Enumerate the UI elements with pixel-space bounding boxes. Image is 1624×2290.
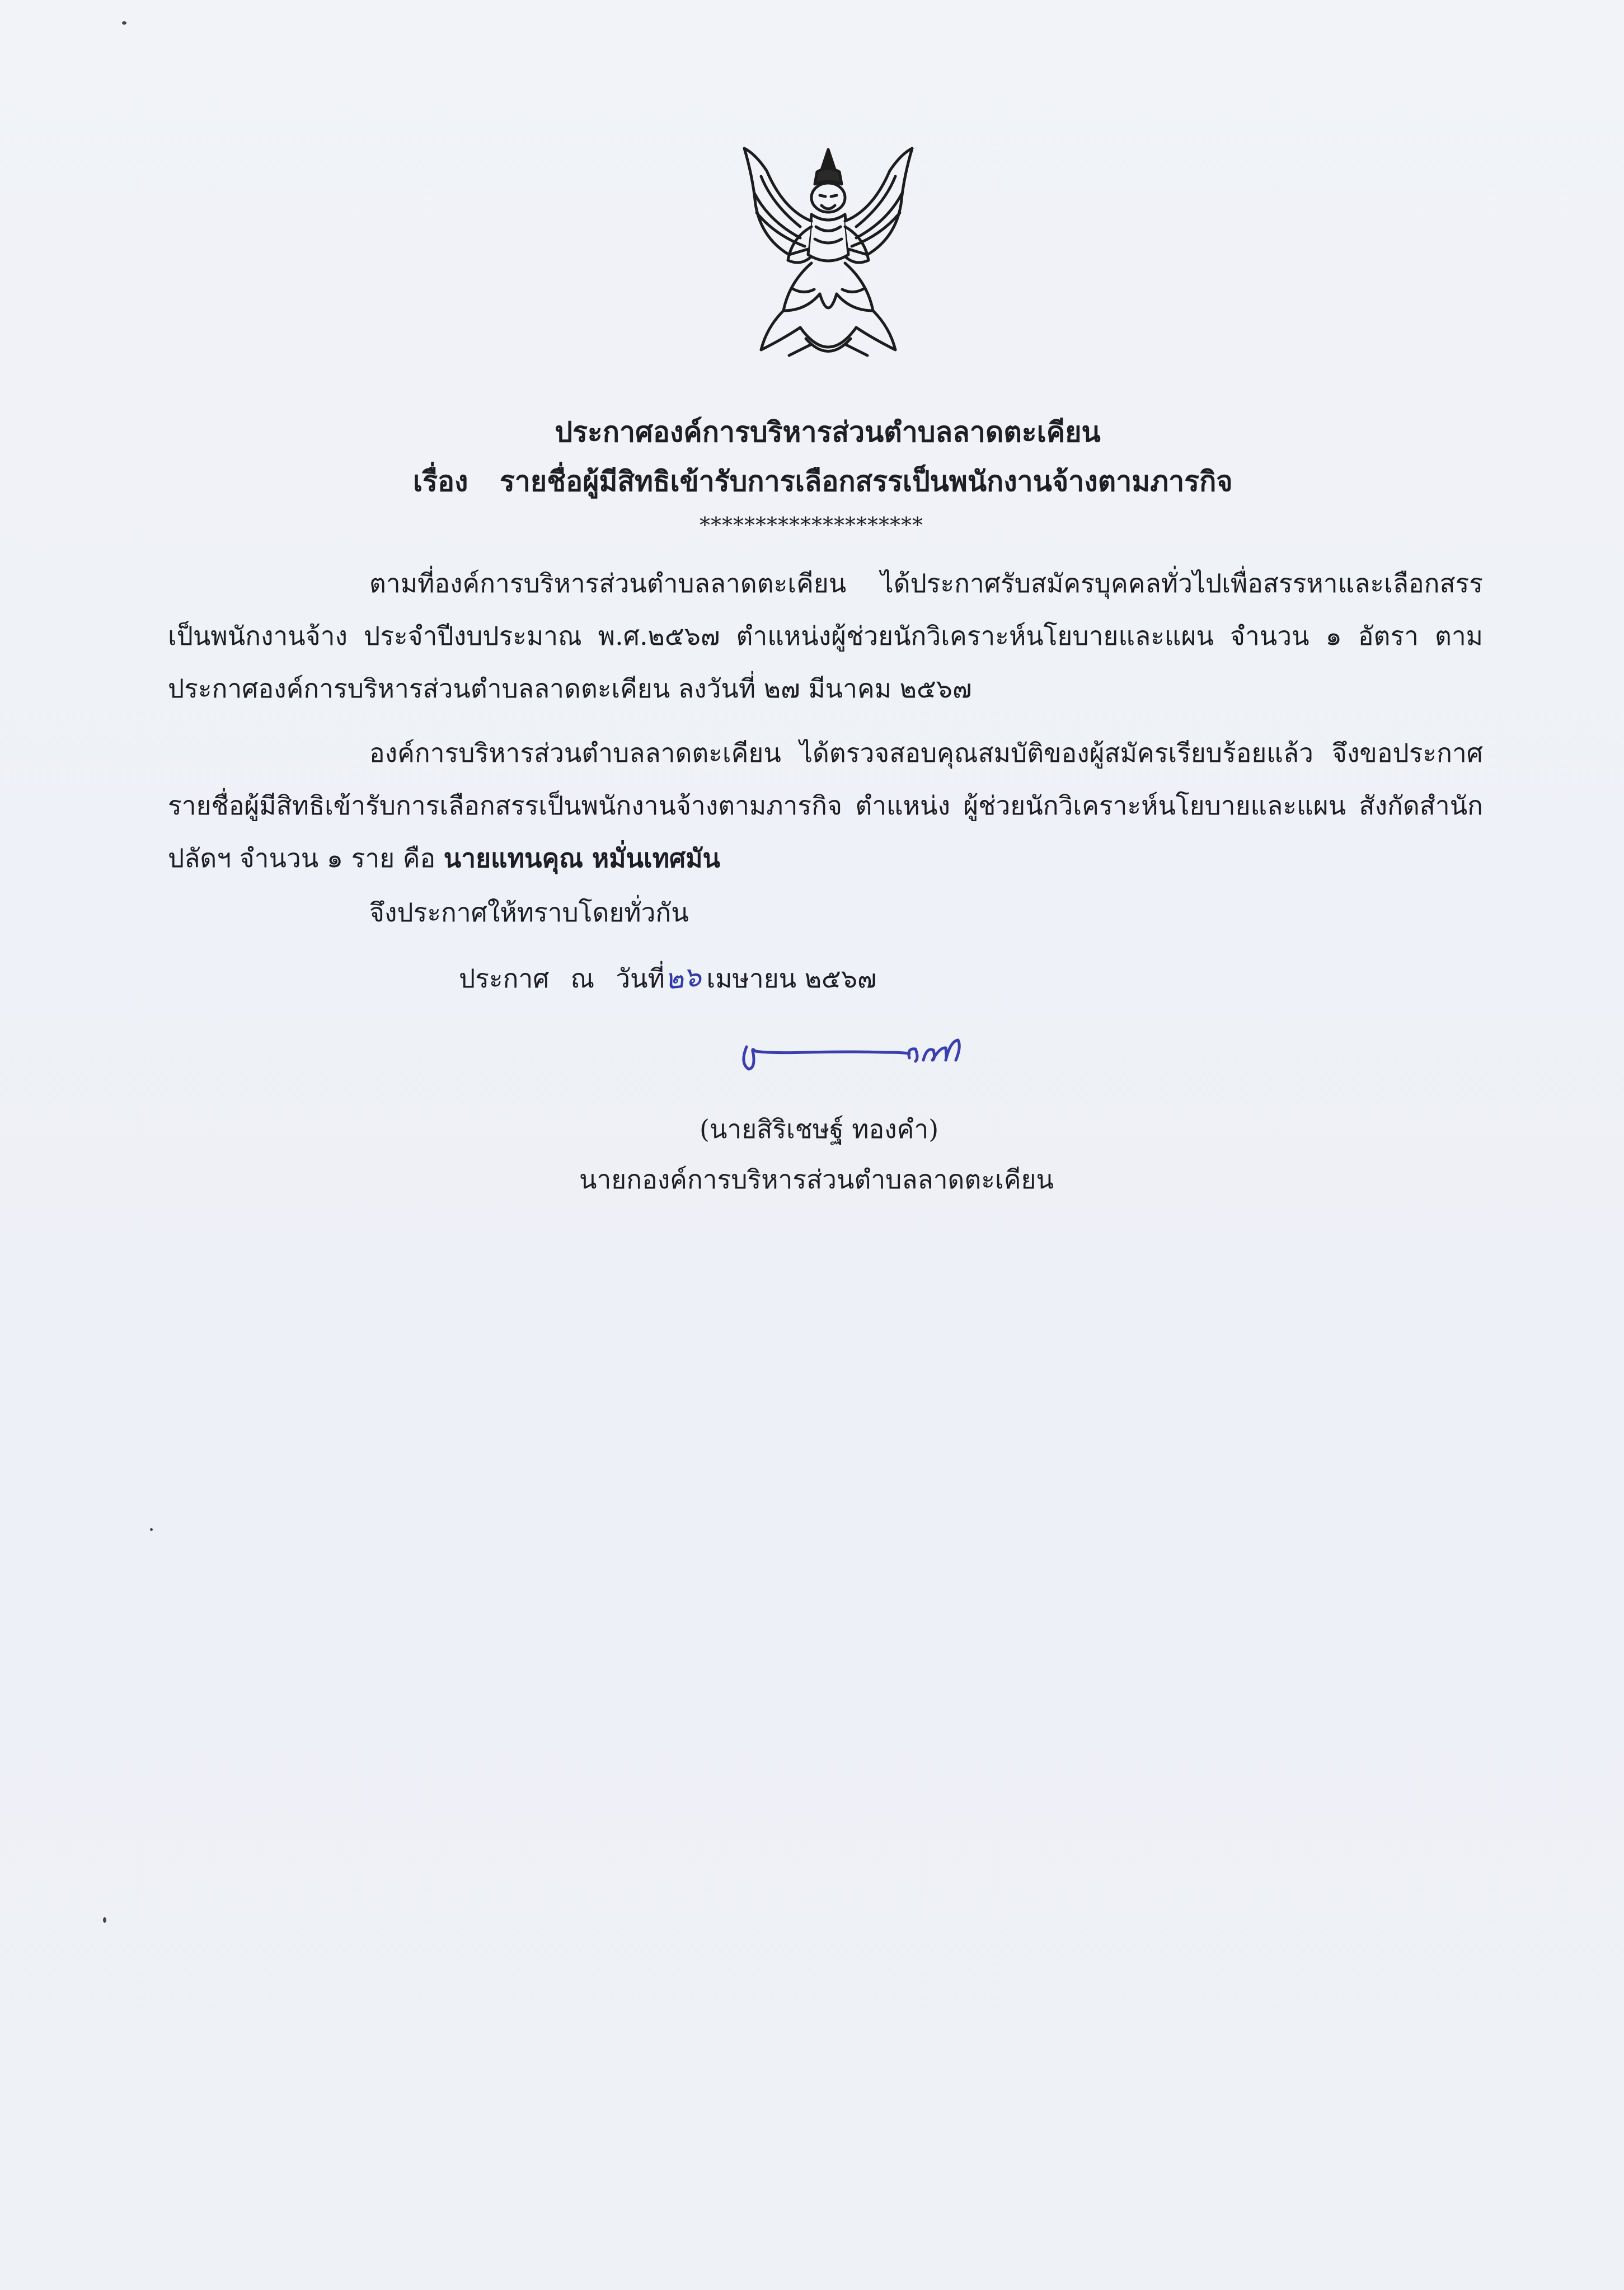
paragraph-2-text: องค์การบริหารส่วนตำบลลาดตะเคียน ได้ตรวจสอบคุณสมบัติของผู้สมัครเรียบร้อยแล้ว จึงขอประกาศรายชื่อผู้มีสิทธิเข้ารับการเลือกสรรเป็นพนักงานจ้างตามภารกิจ ตำแหน่ง ผู้ช่วยนักวิเคราะห์นโยบายและแผน สังกัดสำนักปลัดฯ จำนวน ๑ ราย คือ — [168, 738, 1483, 873]
signer-position: นายกองค์การบริหารส่วนตำบลลาดตะเคียน — [579, 1164, 1054, 1195]
paragraph-1-text: ตามที่องค์การบริหารส่วนตำบลลาดตะเคียน ได้ประกาศรับสมัครบุคคลทั่วไปเพื่อสรรหาและเลือกสรรเป็นพนักงานจ้าง ประจำปีงบประมาณ พ.ศ.๒๕๖๗ ตำแหน่งผู้ช่วยนักวิเคราะห์นโยบายและแผน จำนวน ๑ อัตรา ตามประกาศองค์การบริหารส่วนตำบลลาดตะเคียน ลงวันที่ ๒๗ มีนาคม ๒๕๖๗ — [168, 568, 1483, 704]
garuda-emblem-icon — [722, 143, 935, 372]
paper-speck — [103, 1917, 106, 1923]
paper-speck — [150, 1528, 153, 1531]
announce-word: ประกาศ — [459, 963, 550, 994]
announcement-subject — [413, 463, 1233, 499]
at-word: ณ — [570, 963, 595, 994]
date-month-year: เมษายน ๒๕๖๗ — [706, 963, 877, 994]
subject-text: รายชื่อผู้มีสิทธิเข้ารับการเลือกสรรเป็นพนักงานจ้างตามภารกิจ — [500, 465, 1233, 498]
paragraph-2 — [168, 727, 1483, 884]
signer-name: (นายสิริเชษฐ์ ทองคำ) — [700, 1114, 939, 1144]
announcement-date — [459, 960, 877, 996]
date-prefix: วันที่ — [616, 963, 665, 994]
paper-speck — [122, 21, 126, 25]
handwritten-signature-icon — [739, 1024, 974, 1086]
closing-line: จึงประกาศให้ทราบโดยทั่วกัน — [369, 897, 689, 928]
candidate-name: นายแทนคุณ หมั่นเทศมัน — [443, 843, 721, 873]
paragraph-1 — [168, 557, 1483, 715]
announcement-title: ประกาศองค์การบริหารส่วนตำบลลาดตะเคียน — [555, 415, 1101, 448]
handwritten-day: ๒๖ — [663, 959, 703, 996]
title-separator: ******************** — [700, 513, 923, 537]
subject-label: เรื่อง — [413, 465, 468, 498]
